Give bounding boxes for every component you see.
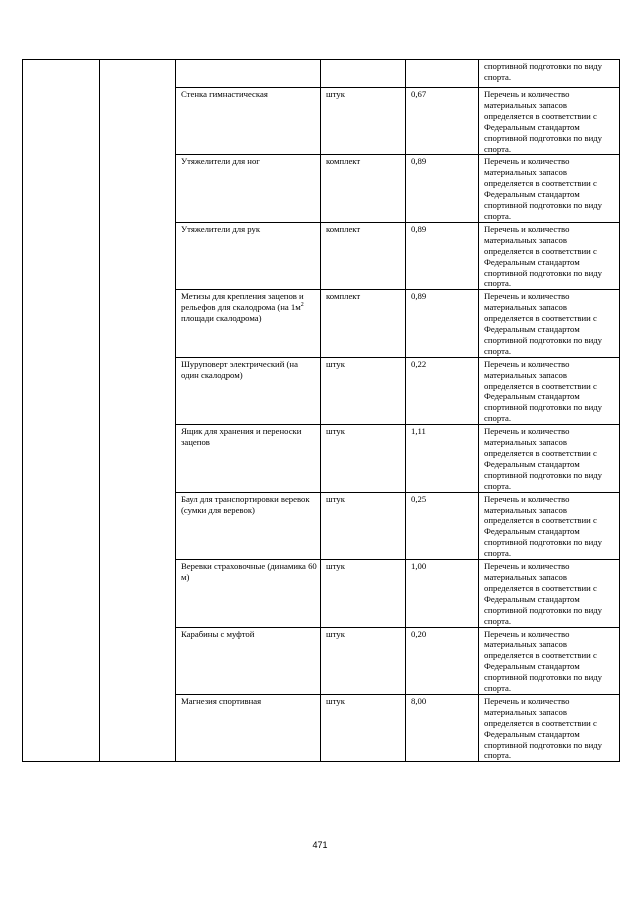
equipment-table [22,59,620,762]
item-name-cell [176,60,321,88]
item-name-cell: Утяжелители для ног [176,155,321,222]
note-cell: Перечень и количество материальных запасов определяется в соответствии с Федеральным стандартом спортивной подготовки по виду спорта. [479,425,620,492]
quantity-cell: 1,11 [406,425,479,492]
quantity-cell: 0,22 [406,357,479,424]
quantity-cell: 0,89 [406,155,479,222]
item-name-cell: Карабины с муфтой [176,627,321,694]
item-name-cell: Магнезия спортивная [176,694,321,761]
note-cell: Перечень и количество материальных запасов определяется в соответствии с Федеральным стандартом спортивной подготовки по виду спорта. [479,560,620,627]
note-cell: Перечень и количество материальных запасов определяется в соответствии с Федеральным стандартом спортивной подготовки по виду спорта. [479,492,620,559]
item-name-cell: Шуруповерт электрический (на один скалодром) [176,357,321,424]
quantity-cell: 0,25 [406,492,479,559]
empty-column-1 [23,60,100,762]
item-name-text: Метизы для крепления зацепов и рельефов для скалодрома (на 1м [181,291,304,313]
note-cell: Перечень и количество материальных запасов определяется в соответствии с Федеральным стандартом спортивной подготовки по виду спорта. [479,155,620,222]
note-cell: Перечень и количество материальных запасов определяется в соответствии с Федеральным стандартом спортивной подготовки по виду спорта. [479,88,620,155]
item-name-text-continued: площади скалодрома) [181,313,262,324]
item-name-cell: Ящик для хранения и переноски зацепов [176,425,321,492]
unit-cell [321,60,406,88]
superscript-exponent: 2 [300,302,304,309]
note-cell: спортивной подготовки по виду спорта. [479,60,620,88]
unit-cell: штук [321,627,406,694]
quantity-cell: 0,20 [406,627,479,694]
unit-cell: штук [321,88,406,155]
note-cell: Перечень и количество материальных запасов определяется в соответствии с Федеральным стандартом спортивной подготовки по виду спорта. [479,357,620,424]
quantity-cell: 0,89 [406,290,479,357]
unit-cell: штук [321,357,406,424]
item-name-cell: Стенка гимнастическая [176,88,321,155]
note-cell: Перечень и количество материальных запасов определяется в соответствии с Федеральным стандартом спортивной подготовки по виду спорта. [479,290,620,357]
table-row [23,60,620,88]
unit-cell: штук [321,694,406,761]
quantity-cell: 8,00 [406,694,479,761]
note-cell: Перечень и количество материальных запасов определяется в соответствии с Федеральным стандартом спортивной подготовки по виду спорта. [479,694,620,761]
unit-cell: комплект [321,155,406,222]
unit-cell: штук [321,560,406,627]
note-cell: Перечень и количество материальных запасов определяется в соответствии с Федеральным стандартом спортивной подготовки по виду спорта. [479,222,620,289]
page-number: 471 [312,840,328,850]
unit-cell: комплект [321,222,406,289]
item-name-cell [176,290,321,357]
unit-cell: штук [321,425,406,492]
quantity-cell [406,60,479,88]
unit-cell: комплект [321,290,406,357]
item-name-cell: Веревки страховочные (динамика 60 м) [176,560,321,627]
quantity-cell: 1,00 [406,560,479,627]
note-cell: Перечень и количество материальных запасов определяется в соответствии с Федеральным стандартом спортивной подготовки по виду спорта. [479,627,620,694]
quantity-cell: 0,89 [406,222,479,289]
quantity-cell: 0,67 [406,88,479,155]
unit-cell: штук [321,492,406,559]
empty-column-2 [100,60,176,762]
item-name-cell: Баул для транспортировки веревок (сумки для веревок) [176,492,321,559]
item-name-cell: Утяжелители для рук [176,222,321,289]
